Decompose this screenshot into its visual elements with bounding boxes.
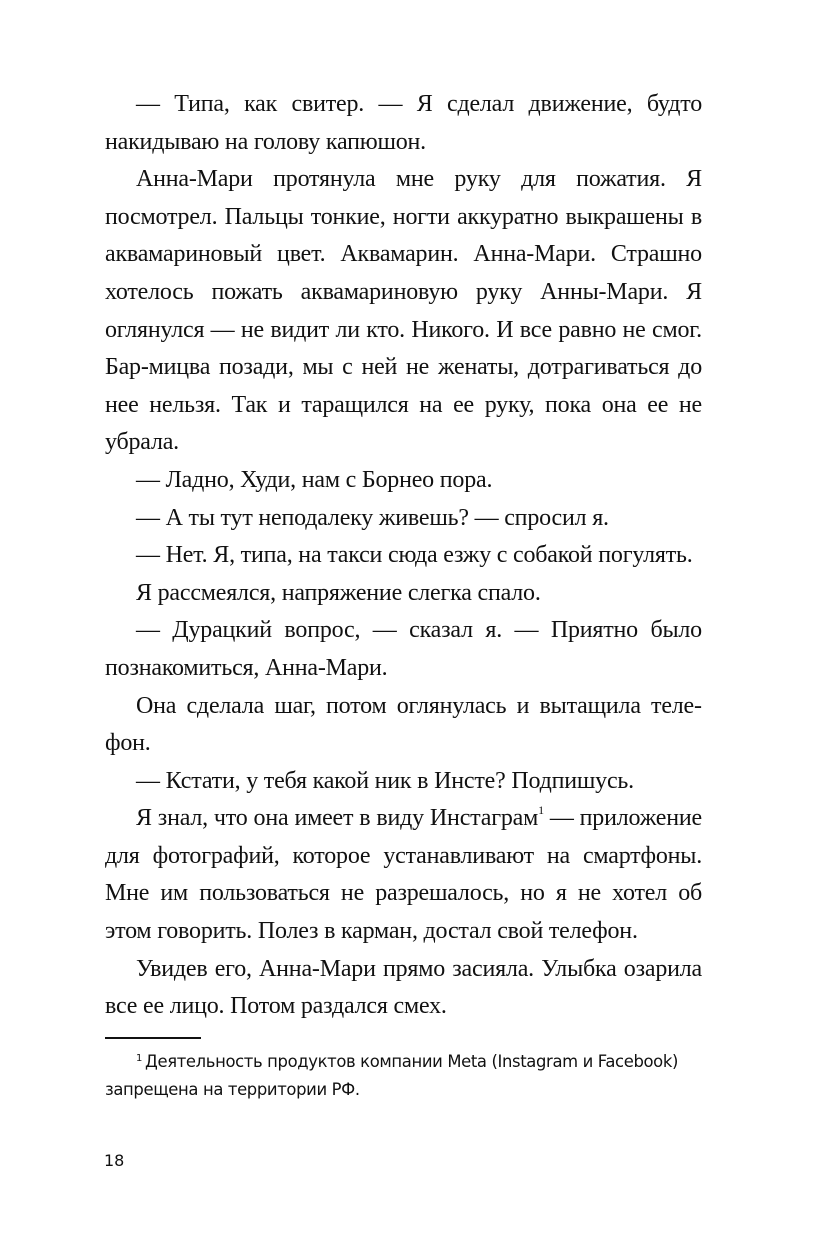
paragraph: — А ты тут неподалеку живешь? — спросил я. bbox=[136, 504, 609, 531]
paragraph: — Дурацкий вопрос, — сказал я. — Приятно было познакомиться, Анна-Мари. bbox=[105, 617, 702, 681]
page-number: 18 bbox=[104, 1151, 125, 1170]
footnote-marker: 1 bbox=[136, 1052, 143, 1064]
footnote-text: Деятельность продуктов компании Meta (Instagram и Facebook) запрещена на территории РФ. bbox=[105, 1052, 679, 1099]
paragraph: — Нет. Я, типа, на такси сюда езжу с собакой погулять. bbox=[136, 542, 693, 569]
paragraph: Я рассмеялся, напряжение слегка спало. bbox=[136, 579, 541, 606]
footnote-reference[interactable]: 1 bbox=[538, 803, 544, 818]
paragraph: Анна-Мари протянула мне руку для пожатия. Я посмотрел. Пальцы тонкие, ногти аккуратно выкрашены в аквамариновый цвет. Аквамарин. Анна-Мари. Страшно хотелось пожать аквамариновую руку Анны-Мари. Я оглянулся — не видит ли кто. Никого. И все равно не смог. Бар-мицва позади, мы с ней не женаты, дотрагиваться до нее нельзя. Так и таращился на ее руку, пока она ее не убрала. bbox=[105, 166, 702, 456]
paragraph: Она сделала шаг, потом оглянулась и вытащила телефон. bbox=[105, 692, 702, 757]
paragraph: — Типа, как свитер. — Я сделал движение, будто накидываю на голову капюшон. bbox=[105, 91, 702, 155]
paragraph-text-start: Я знал, что она имеет в виду Инстаграм bbox=[136, 805, 539, 832]
paragraph: — Ладно, Худи, нам с Борнео пора. bbox=[136, 466, 493, 493]
paragraph-text-end: — приложение для фотографий, которое устанавливают на смартфоны. Мне им пользоваться не разрешалось, но я не хотел об этом говорить. Полез в карман, достал свой телефон. bbox=[105, 805, 702, 945]
footnote-divider bbox=[105, 1037, 201, 1039]
footnote bbox=[105, 1048, 703, 1104]
paragraph: Увидев его, Анна-Мари прямо засияла. Улыбка озарила все ее лицо. Потом раздался смех. bbox=[105, 955, 702, 1020]
paragraph-with-footnote-ref bbox=[105, 800, 702, 950]
paragraph: — Кстати, у тебя какой ник в Инсте? Подпишусь. bbox=[136, 767, 634, 794]
main-text bbox=[105, 86, 702, 1026]
